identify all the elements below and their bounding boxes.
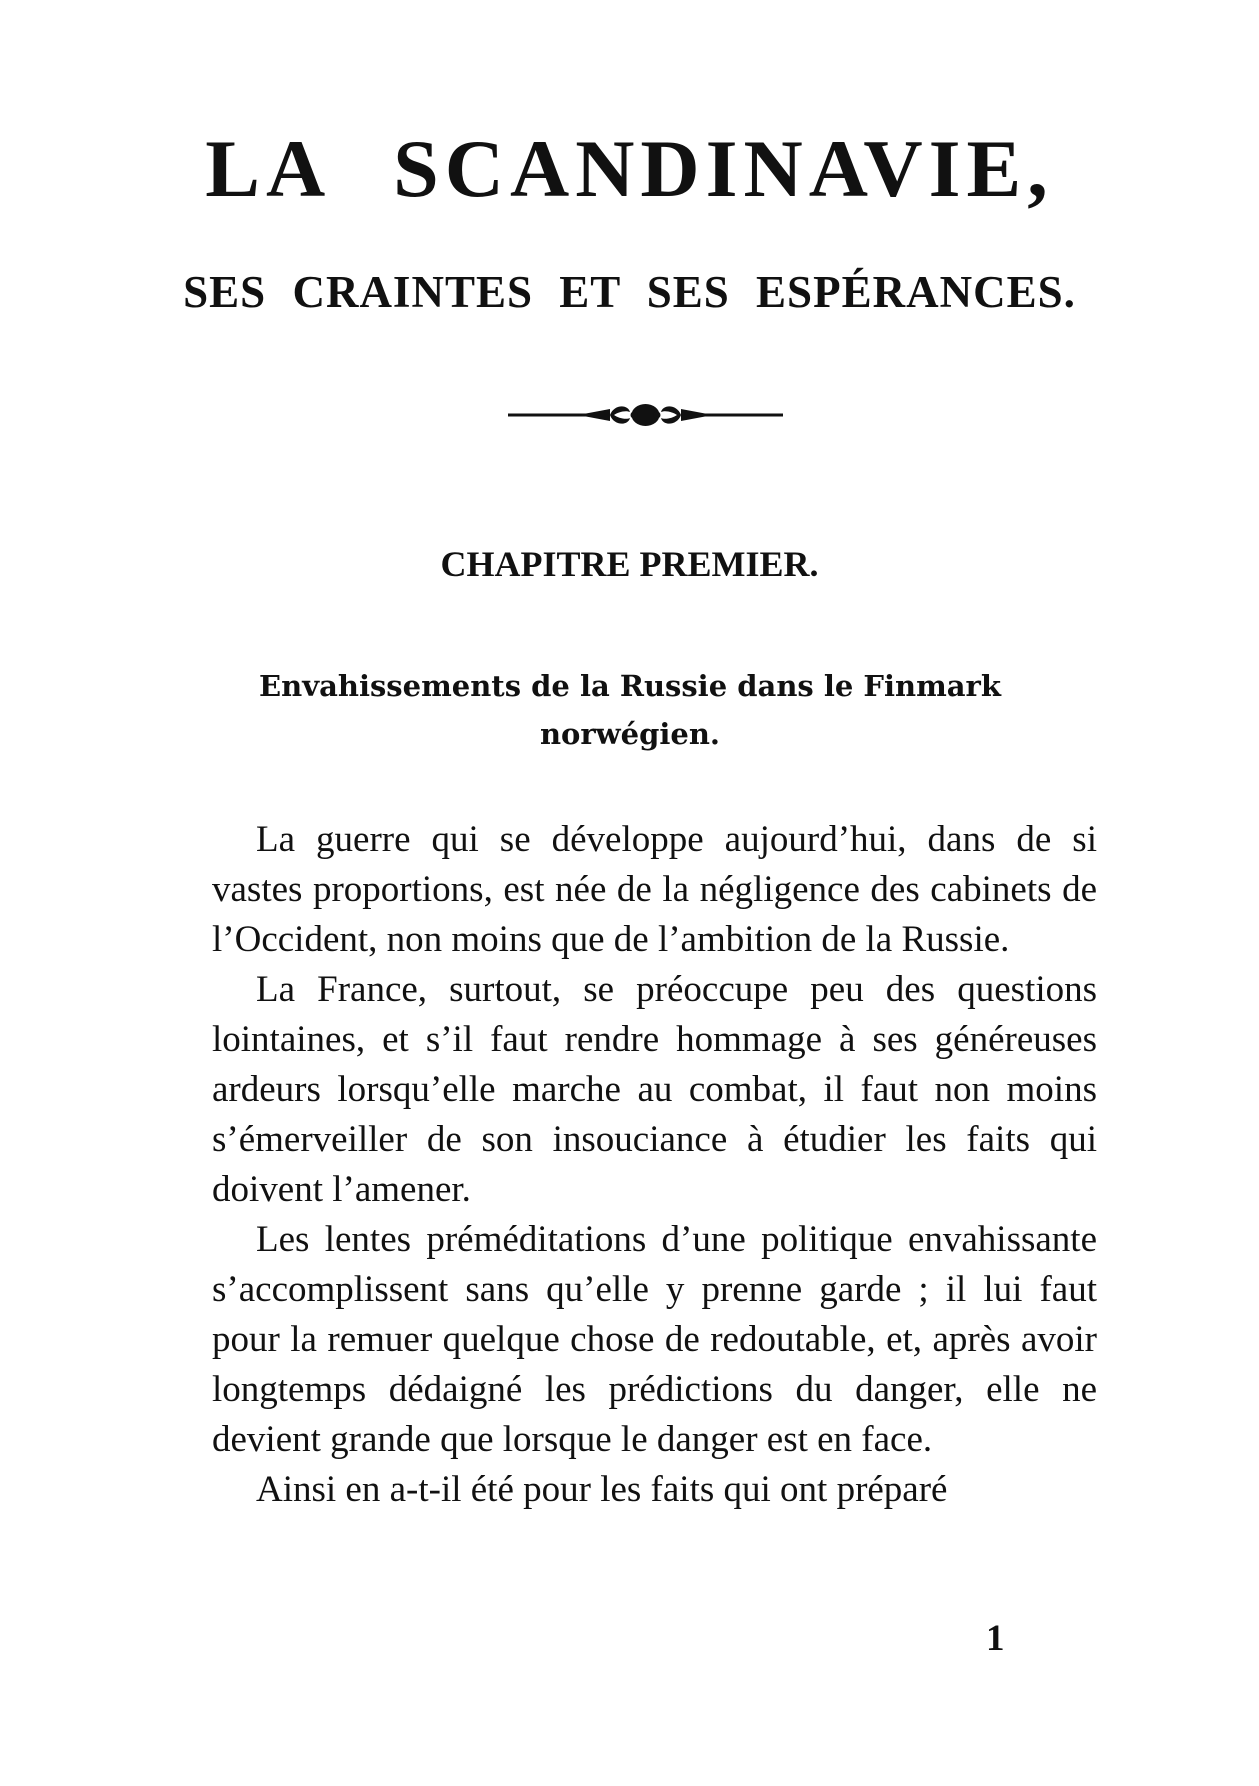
chapter-heading: CHAPITRE PREMIER.	[440, 544, 819, 584]
page-subtitle: SES CRAINTES ET SES ESPÉRANCES.	[183, 267, 1076, 317]
fleuron-divider-icon	[508, 400, 783, 430]
paragraph: La France, surtout, se préoccupe peu des questions lointaines, et s’il faut rendre hommage à ses généreuses ardeurs lorsqu’elle marche au combat, il faut non moins s’émerveiller de son insouciance à étudier les faits qui doivent l’amener.	[212, 969, 1097, 1210]
paragraph: La guerre qui se développe aujourd’hui, dans de si vastes proportions, est née de la négligence des cabinets de l’Occident, non moins que de l’ambition de la Russie.	[212, 819, 1097, 960]
page-title: LA SCANDINAVIE,	[205, 123, 1054, 214]
paragraph: Les lentes préméditations d’une politique envahissante s’accomplissent sans qu’elle y prenne garde ; il lui faut pour la remuer quelque chose de redoutable, et, après avoir longtemps dédaigné les prédictions du danger, elle ne devient grande que lorsque le danger est en face.	[212, 1219, 1097, 1460]
section-heading: Envahissements de la Russie dans le Finmark norwégien.	[259, 669, 1001, 751]
body-text	[212, 815, 1097, 1515]
paragraph: Ainsi en a-t-il été pour les faits qui ont préparé	[256, 1469, 948, 1510]
page-number: 1	[986, 1618, 1005, 1659]
